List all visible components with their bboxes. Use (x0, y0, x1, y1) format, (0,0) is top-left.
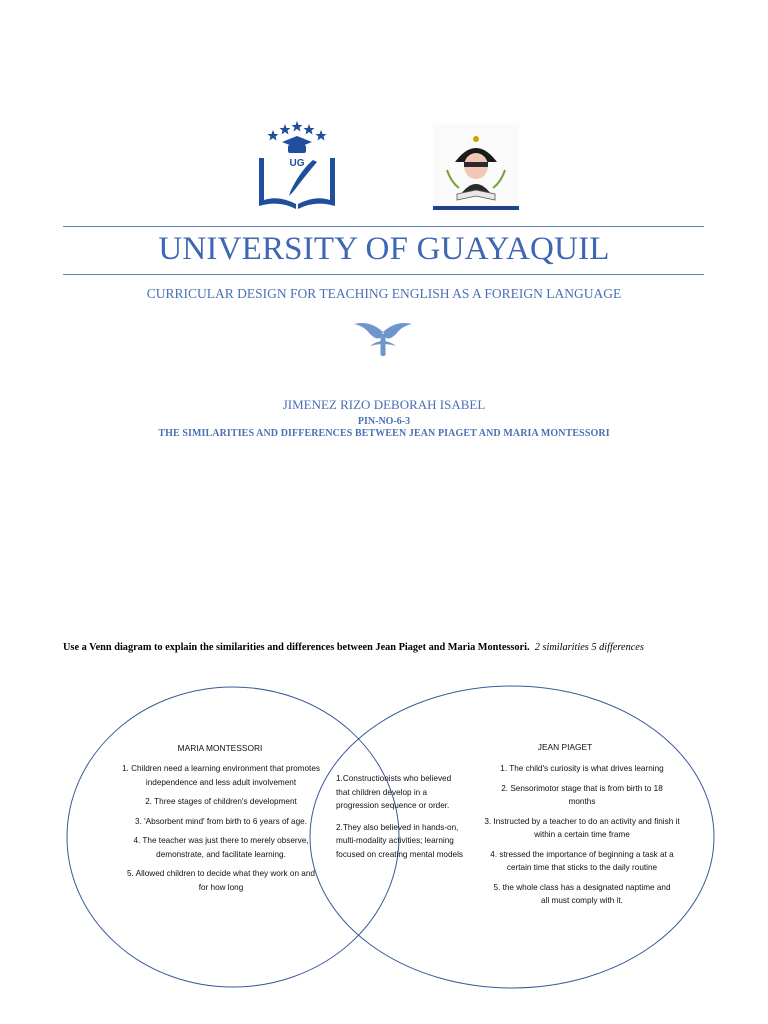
venn-center-item: 2.They also believed in hands-on, multi-modality activities; learning focused on creating mental models (336, 822, 463, 859)
instruction-note: 2 similarities 5 differences (534, 642, 644, 653)
course-code: PIN-NO-6-3 (357, 416, 411, 427)
venn-left-item: 3. 'Absorbent mind' from birth to 6 years of age. (135, 816, 307, 826)
instruction-text: Use a Venn diagram to explain the similarities and differences between Jean Piaget and Maria Montessori. 2 similarities 5 differences (63, 642, 644, 653)
document-subtitle: CURRICULAR DESIGN FOR TEACHING ENGLISH AS A FOREIGN LANGUAGE (146, 286, 622, 301)
venn-left-item: 2. Three stages of children's development (145, 797, 297, 806)
venn-right-list (484, 762, 680, 914)
venn-left-item: 4. The teacher was just there to merely observe, demonstrate, and facilitate learning. (133, 836, 309, 859)
venn-center-item: 1.Constructionists who believed that children develop in a progression sequence or order. (336, 774, 452, 810)
venn-right-item: 3. Instructed by a teacher to do an activity and finish it within a certain time frame (484, 816, 680, 839)
venn-right-item: 4. stressed the importance of beginning a task at a certain time that sticks to the daily routine (490, 849, 674, 872)
venn-left-list (122, 762, 320, 900)
venn-right-title: JEAN PIAGET (537, 742, 593, 752)
venn-center-list (336, 772, 466, 867)
venn-right-item: 1. The child's curiosity is what drives learning (500, 764, 664, 773)
venn-left-item: 1. Children need a learning environment that promotes independence and less adult involvement (122, 764, 320, 787)
author-name: JIMENEZ RIZO DEBORAH ISABEL (282, 397, 486, 412)
instruction-main: Use a Venn diagram to explain the similarities and differences between Jean Piaget and Maria Montessori (63, 642, 527, 653)
document-title: UNIVERSITY OF GUAYAQUIL (158, 231, 610, 267)
venn-left-title: MARIA MONTESSORI (177, 743, 263, 753)
venn-right-item: 5. the whole class has a designated naptime and all must comply with it. (493, 882, 671, 905)
assignment-topic: THE SIMILARITIES AND DIFFERENCES BETWEEN JEAN PIAGET AND MARIA MONTESSORI (158, 428, 610, 439)
venn-left-item: 5. Allowed children to decide what they work on and for how long (127, 869, 315, 892)
venn-right-item: 2. Sensorimotor stage that is from birth to 18 months (501, 783, 663, 806)
logo-monogram: UG (289, 158, 305, 169)
